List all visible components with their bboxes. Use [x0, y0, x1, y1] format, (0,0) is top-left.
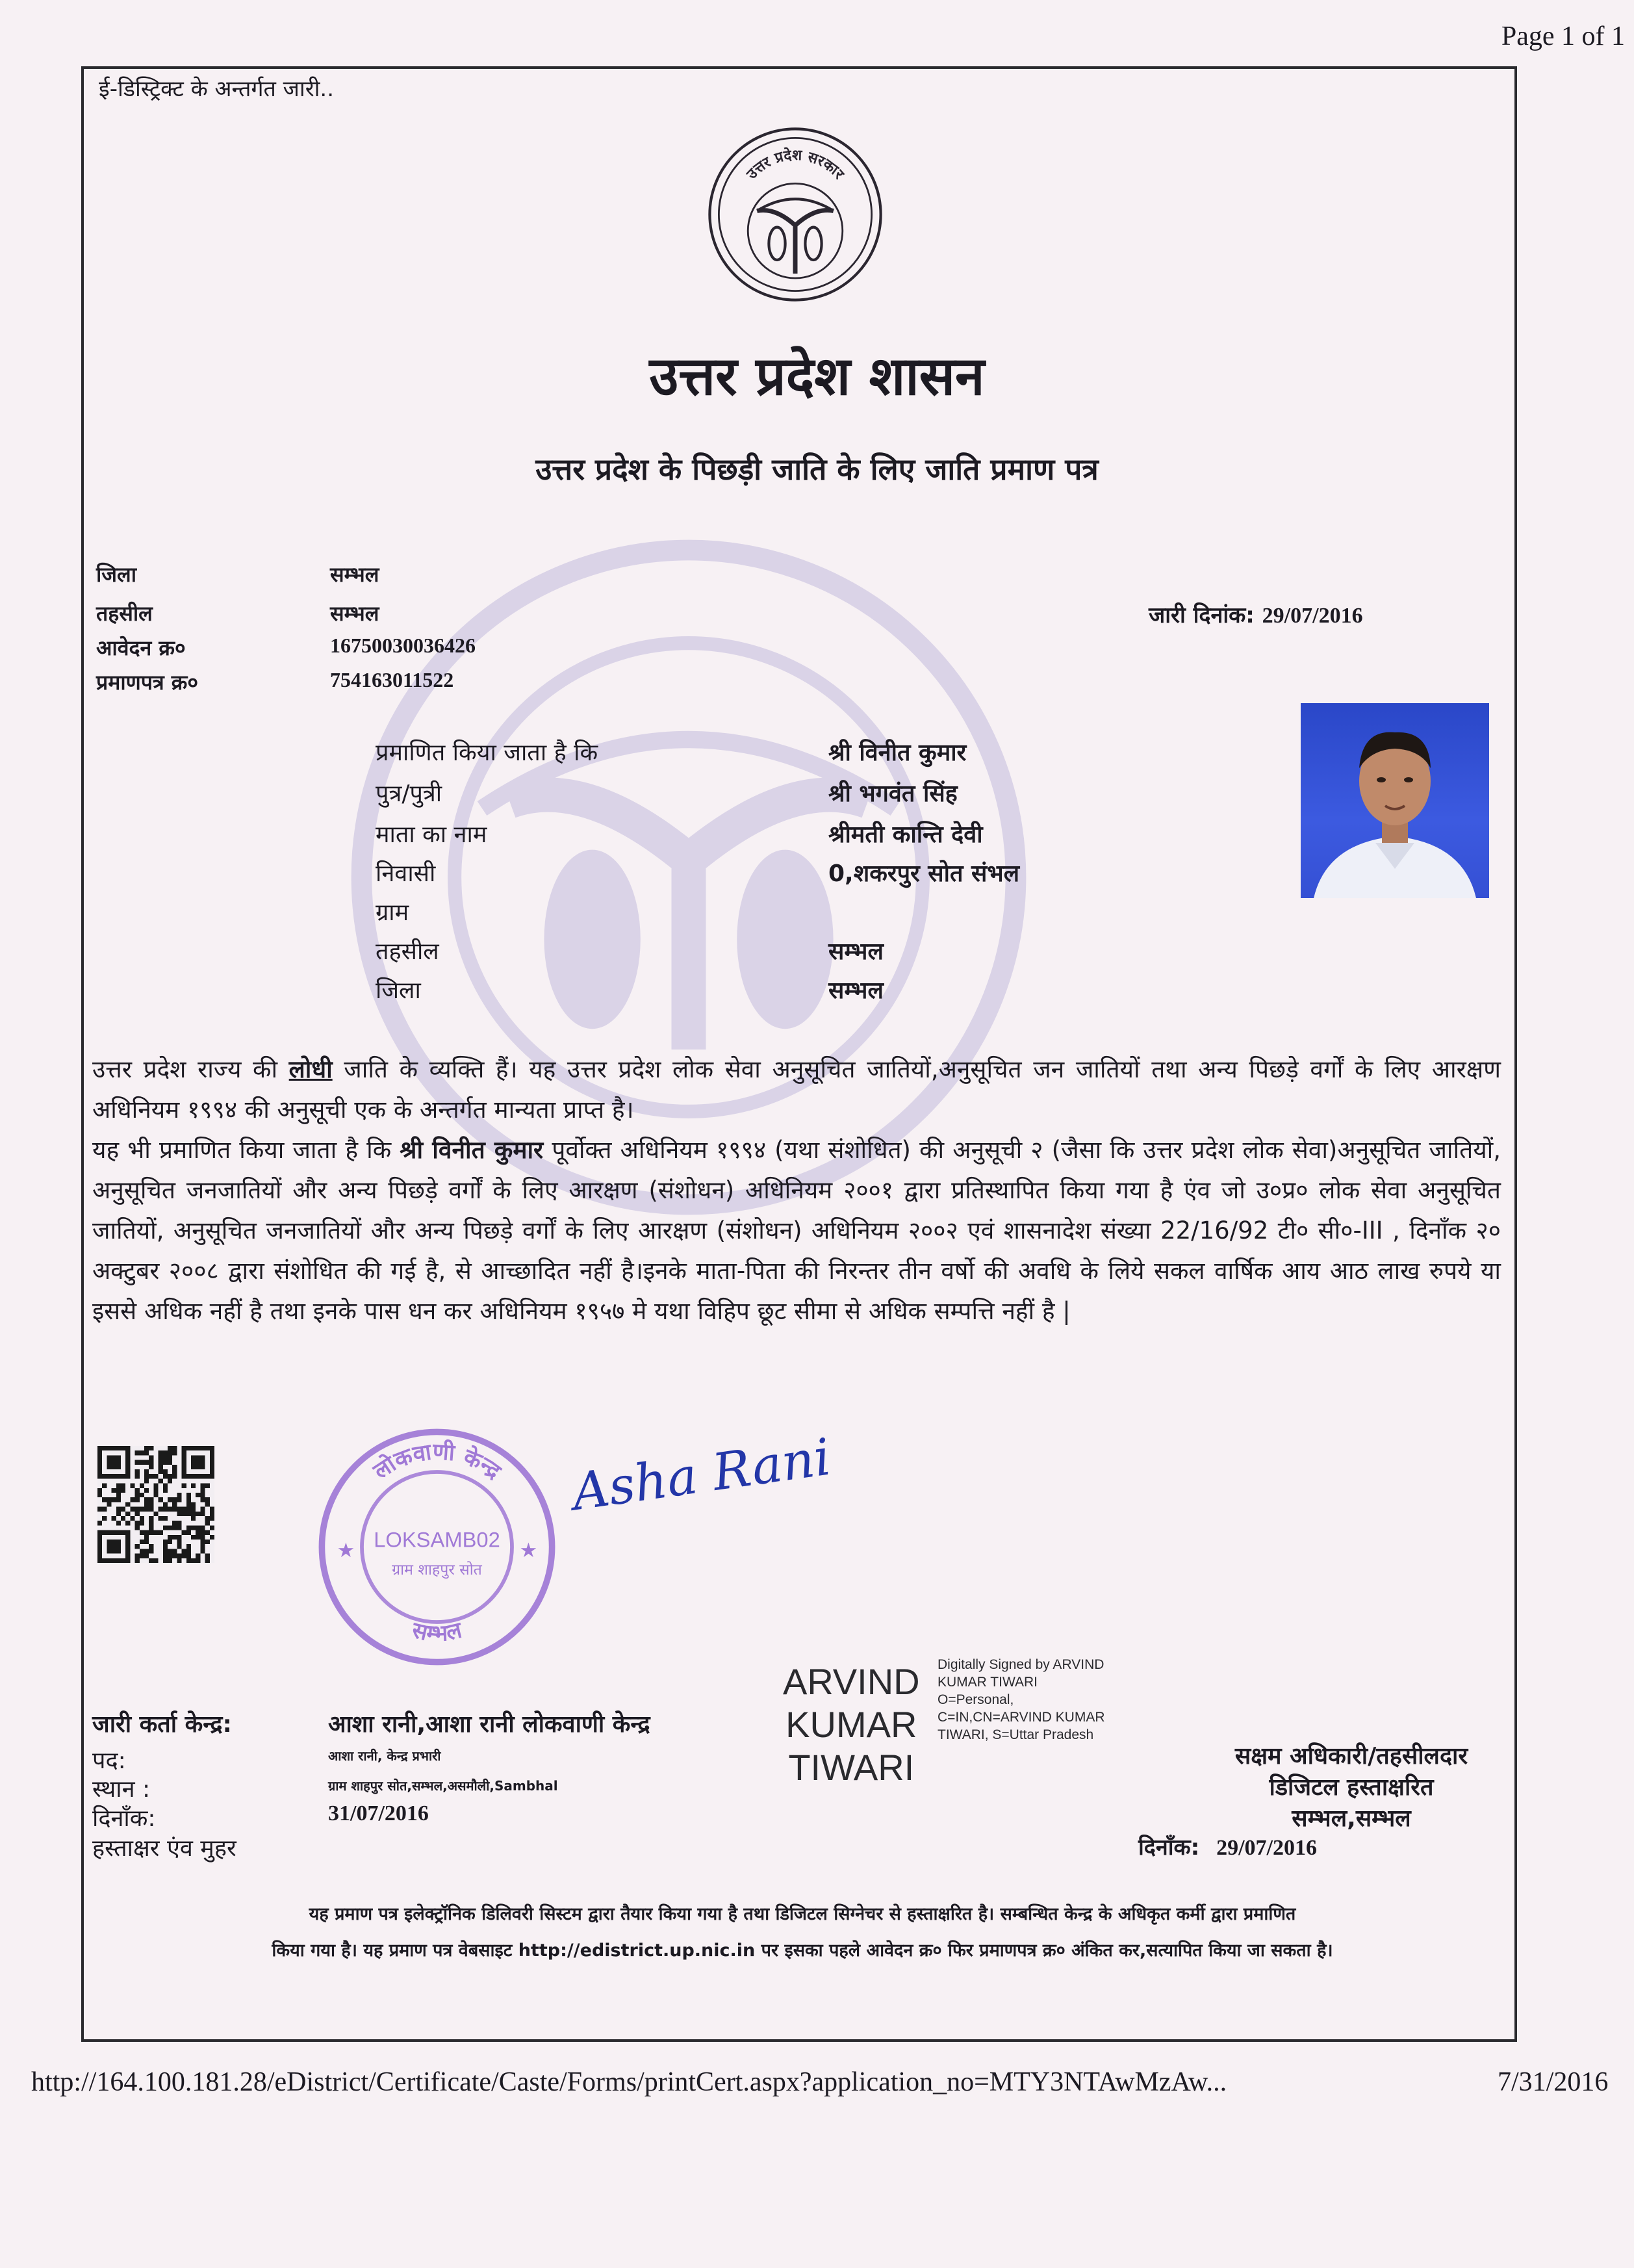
issued-under-label: ई-डिस्ट्रिक्ट के अन्तर्गत जारी.. — [99, 76, 335, 102]
person-tehsil-label: तहसील — [376, 938, 439, 965]
authority-location: सम्भल,सम्भल — [1292, 1805, 1411, 1832]
certify-label: प्रमाणित किया जाता है कि — [376, 740, 598, 766]
dsig-detail-line: TIWARI, S=Uttar Pradesh — [938, 1727, 1094, 1742]
designation-value: आशा रानी, केन्द्र प्रभारी — [328, 1748, 441, 1764]
person-tehsil-value: सम्भल — [828, 938, 884, 965]
designation-label: पद: — [92, 1747, 126, 1774]
government-title: उत्तर प्रदेश शासन — [649, 346, 985, 407]
svg-text:सम्भल — [409, 1617, 465, 1647]
dsig-detail-line: Digitally Signed by ARVIND — [938, 1657, 1104, 1672]
tehsil-label: तहसील — [96, 601, 153, 626]
person-district-label: जिला — [376, 977, 421, 1004]
district-value: सम्भल — [330, 563, 379, 586]
digital-signer-line-1: ARVIND — [783, 1661, 920, 1702]
body-applicant-name: श्री विनीत कुमार — [400, 1136, 544, 1164]
certificate-body — [92, 1050, 1501, 1332]
issue-date — [1149, 599, 1363, 629]
print-url: http://164.100.181.28/eDistrict/Certificate/Caste/Forms/printCert.aspx?application_no=MTY3NTAwMzAw... — [31, 2067, 1227, 2097]
application-no-value: 16750030036426 — [330, 634, 476, 657]
issue-date-label: जारी दिनांक: — [1149, 602, 1255, 628]
footnote-line-1: यह प्रमाण पत्र इलेक्ट्रॉनिक डिलिवरी सिस्टम द्वारा तैयार किया गया है तथा डिजिटल सिग्नेचर से हस्ताक्षरित है। सम्बन्धित केन्द्र के अधिकृत कर्मी द्वारा प्रमाणित — [309, 1904, 1296, 1924]
digital-signature-details — [938, 1656, 1171, 1744]
signature-text: Asha Rani — [568, 1428, 834, 1523]
body-p1-post: जाति के व्यक्ति हैं। यह उत्तर प्रदेश लोक सेवा अनुसूचित जातियों,अनुसूचित जन जातियों तथा अन्य पिछड़े वर्गों के लिए आरक्षण अधिनियम १९९४ की अनुसूची एक के अन्तर्गत मान्यता प्राप्त है। — [92, 1055, 1501, 1124]
loksewa-kendra-stamp — [312, 1422, 562, 1672]
applicant-name: श्री विनीत कुमार — [828, 740, 967, 766]
issuing-center-value: आशा रानी,आशा रानी लोकवाणी केन्द्र — [328, 1711, 650, 1738]
authority-date-value: 29/07/2016 — [1216, 1836, 1317, 1860]
body-p1-pre: उत्तर प्रदेश राज्य की — [92, 1055, 289, 1083]
authority-digitally-signed: डिजिटल हस्ताक्षरित — [1269, 1774, 1434, 1801]
place-label: स्थान : — [92, 1776, 151, 1803]
footnote-line-2: किया गया है। यह प्रमाण पत्र वेबसाइट http://edistrict.up.nic.in पर इसका पहले आवेदन क्र० फिर प्रमाणपत्र क्र० अंकित कर,सत्यापित किया जा सकता है। — [272, 1940, 1333, 1961]
stamp-code: LOKSAMB02 — [374, 1527, 500, 1552]
svg-text:उत्तर प्रदेश सरकार — [743, 146, 847, 183]
body-paragraph-1 — [92, 1050, 1501, 1130]
place-value: ग्राम शाहपुर सोत,सम्भल,असमौली,Sambhal — [328, 1778, 558, 1794]
resident-address: 0,शकरपुर सोत संभल — [828, 860, 1020, 887]
applicant-photo — [1301, 703, 1489, 898]
mother-name-label: माता का नाम — [376, 821, 487, 848]
father-name: श्री भगवंत सिंह — [828, 780, 958, 807]
son-daughter-label: पुत्र/पुत्री — [376, 780, 442, 807]
certificate-no-value: 754163011522 — [330, 668, 454, 691]
stamp-star-left: ★ — [337, 1538, 355, 1562]
dsig-detail-line: O=Personal, — [938, 1692, 1014, 1707]
authority-date-label: दिनाँक: — [1138, 1835, 1200, 1861]
issuing-center-label: जारी कर्ता केन्द्र: — [92, 1711, 232, 1738]
digital-signer-line-3: TIWARI — [788, 1747, 915, 1788]
resident-label: निवासी — [376, 860, 436, 887]
certificate-title: उत्तर प्रदेश के पिछड़ी जाति के लिए जाति प्रमाण पत्र — [535, 452, 1099, 487]
stamp-bottom-text: सम्भल — [409, 1617, 465, 1647]
verification-footnote — [104, 1896, 1501, 1969]
village-label: ग्राम — [376, 899, 409, 926]
dsig-detail-line: KUMAR TIWARI — [938, 1675, 1038, 1690]
stamp-star-right: ★ — [519, 1538, 538, 1562]
digital-signer-name — [783, 1660, 920, 1789]
certificate-no-label: प्रमाणपत्र क्र० — [96, 670, 198, 695]
up-government-emblem — [704, 123, 886, 305]
digital-signer-line-2: KUMAR — [785, 1704, 917, 1745]
tehsil-value: सम्भल — [330, 602, 379, 625]
caste-name: लोधी — [288, 1055, 333, 1083]
application-no-label: आवेदन क्र० — [96, 636, 186, 660]
district-label: जिला — [96, 562, 137, 587]
issue-date-value: 29/07/2016 — [1262, 604, 1363, 628]
authority-designation: सक्षम अधिकारी/तहसीलदार — [1234, 1743, 1468, 1770]
authority-date — [1138, 1831, 1317, 1861]
stamp-village: ग्राम शाहपुर सोत — [392, 1561, 482, 1579]
sign-and-seal-label: हस्ताक्षर एंव मुहर — [92, 1835, 236, 1862]
qr-code — [97, 1446, 214, 1563]
issuer-date-label: दिनाँक: — [92, 1805, 156, 1832]
issuer-date-value: 31/07/2016 — [328, 1801, 429, 1825]
dsig-detail-line: C=IN,CN=ARVIND KUMAR — [938, 1710, 1105, 1725]
emblem-text: उत्तर प्रदेश सरकार — [743, 146, 848, 183]
page-counter: Page 1 of 1 — [1501, 21, 1625, 51]
handwritten-signature — [565, 1413, 834, 1530]
body-p2-pre: यह भी प्रमाणित किया जाता है कि — [92, 1136, 400, 1164]
body-p2-post: पूर्वोक्त अधिनियम १९९४ (यथा संशोधित) की अनुसूची २ (जैसा कि उत्तर प्रदेश लोक सेवा)अनुसूचित जातियों, अनुसूचित जनजातियों और अन्य पिछड़े वर्गों के लिए आरक्षण (संशोधन) अधिनियम २००१ द्वारा प्रतिस्थापित किया गया है एंव जो उ०प्र० लोक सेवा अनुसूचित जातियों, अनुसूचित जनजातियों और अन्य पिछड़े वर्गों के लिए आरक्षण (संशोधन) अधिनियम २००२ एवं शासनादेश संख्या 22/16/92 टी० सी०-III , दिनाँक २० अक्टुबर २००८ द्वारा संशोधित की गई है, से आच्छादित नहीं है।इनके माता-पिता की निरन्तर तीन वर्षो की अवधि के लिये सकल वार्षिक आय आठ लाख रुपये या इससे अधिक नहीं है तथा इनके पास धन कर अधिनियम १९५७ मे यथा विहिप छूट सीमा से अधिक सम्पत्ति नहीं है | — [92, 1136, 1501, 1325]
print-date: 7/31/2016 — [1498, 2067, 1609, 2097]
person-district-value: सम्भल — [828, 977, 884, 1004]
mother-name: श्रीमती कान्ति देवी — [828, 821, 983, 848]
body-paragraph-2 — [92, 1130, 1501, 1332]
stamp-top-text: लोकवाणी केन्द्र — [368, 1438, 506, 1485]
